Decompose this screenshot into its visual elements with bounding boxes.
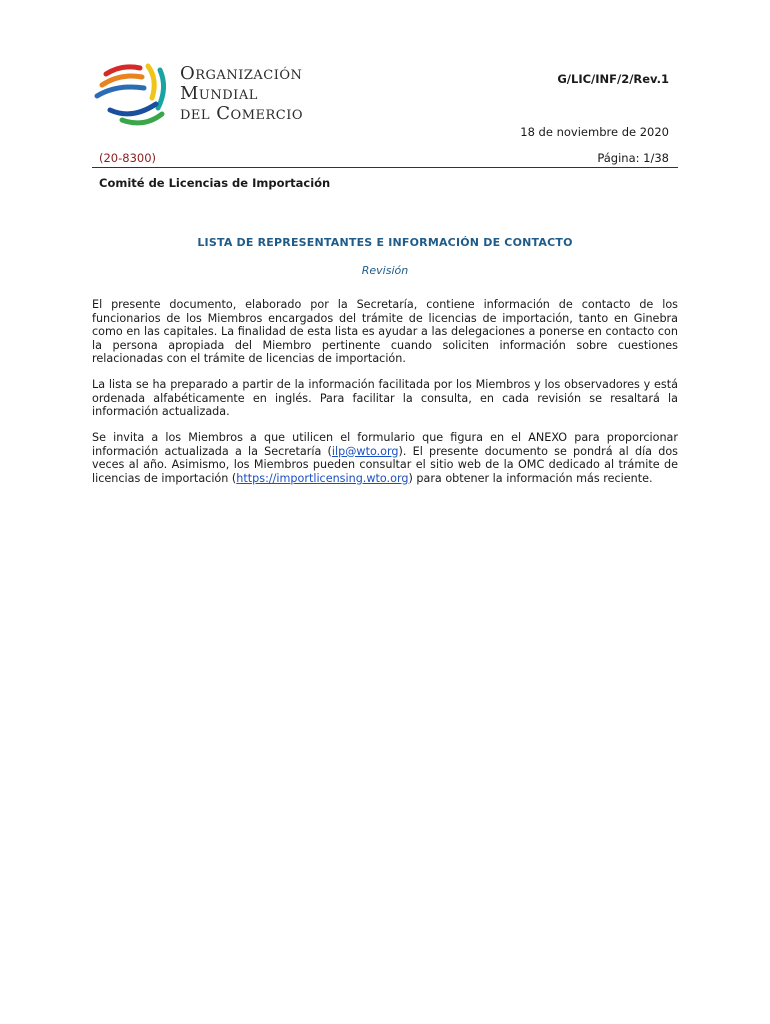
- paragraph-invitation: [92, 431, 678, 485]
- document-symbol: G/LIC/INF/2/Rev.1: [557, 72, 669, 86]
- paragraph-list-info: La lista se ha preparado a partir de la información facilitada por los Miembros y los observadores y está ordenada alfabéticamente en inglés. Para facilitar la consulta, en cada revisión se resaltará la información actualizada.: [92, 378, 678, 418]
- email-link[interactable]: ilp@wto.org: [331, 444, 399, 458]
- document-number: (20-8300): [99, 151, 157, 165]
- page-title: LISTA DE REPRESENTANTES E INFORMACIÓN DE CONTACTO: [197, 236, 573, 249]
- document-date: 18 de noviembre de 2020: [520, 125, 669, 139]
- page-number: Página: 1/38: [597, 151, 669, 165]
- org-name-line-2: Mundial: [180, 83, 258, 104]
- website-link[interactable]: https://importlicensing.wto.org: [236, 471, 409, 485]
- paragraph-text: ) para obtener la información más reciente.: [408, 471, 653, 485]
- wto-emblem-icon: [92, 58, 172, 130]
- paragraph-intro: El presente documento, elaborado por la Secretaría, contiene información de contacto de los funcionarios de los Miembros encargados del trámite de licencias de importación, tanto en Ginebra como en las capitales. La finalidad de esta lista es ayudar a las delegaciones a ponerse en contacto con la persona apropiada del Miembro pertinente cuando soliciten información sobre cuestiones relacionadas con el trámite de licencias de importación.: [92, 298, 678, 365]
- paragraph-text: ). El presente documento se pondrá al día dos veces al año. Asimismo, los Miembros pueden consultar el sitio web de la OMC dedicado al trámite de licencias de importación (: [92, 444, 679, 485]
- header-divider: [92, 167, 678, 168]
- org-name-line-1: Organización: [180, 63, 303, 84]
- organization-name: [180, 64, 303, 124]
- org-name-line-3: del Comercio: [180, 103, 304, 124]
- page-subtitle: Revisión: [361, 264, 409, 277]
- committee-name: Comité de Licencias de Importación: [99, 176, 331, 190]
- wto-logo: [92, 58, 352, 132]
- paragraph-text: Se invita a los Miembros a que utilicen el formulario que figura en el ANEXO para proporcionar información actualizada a la Secretaría (: [92, 431, 678, 458]
